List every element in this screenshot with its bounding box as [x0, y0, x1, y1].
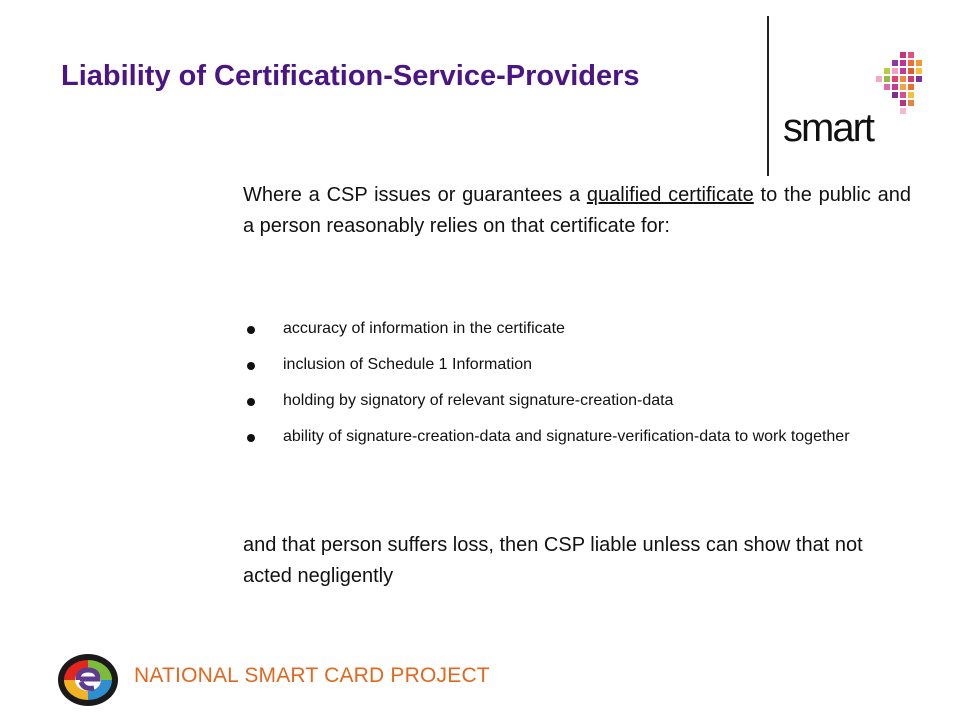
intro-text-end: to the public and a person reasonably relies on that certificate for: [243, 184, 911, 237]
footer-project-name: NATIONAL SMART CARD PROJECT [134, 664, 490, 687]
national-smart-card-emblem-icon [54, 648, 130, 708]
bullet-text: holding by signatory of relevant signature-creation-data [283, 392, 674, 409]
bullet-text: ability of signature-creation-data and signature-verification-data to work together [283, 428, 850, 445]
list-item [243, 425, 907, 449]
bullet-dot-icon [247, 434, 255, 442]
bullet-text: inclusion of Schedule 1 Information [283, 356, 533, 373]
smart-logo-text: smart [783, 106, 873, 150]
bullet-dot-icon [247, 326, 255, 334]
bullet-text: accuracy of information in the certificate [283, 320, 565, 337]
qualified-certificate-term: qualified certificate [586, 184, 754, 206]
intro-paragraph [243, 180, 911, 242]
list-item [243, 317, 911, 341]
list-item [243, 353, 911, 377]
outro-paragraph: and that person suffers loss, then CSP liable unless can show that not acted negligently [243, 534, 863, 587]
header-divider [767, 16, 769, 176]
slide-title: Liability of Certification-Service-Providers [61, 60, 640, 92]
bullet-dot-icon [247, 362, 255, 370]
list-item [243, 389, 911, 413]
bullet-list [243, 317, 911, 461]
bullet-dot-icon [247, 398, 255, 406]
slide-body [243, 180, 911, 587]
intro-text: Where a CSP issues or guarantees a [243, 184, 587, 206]
